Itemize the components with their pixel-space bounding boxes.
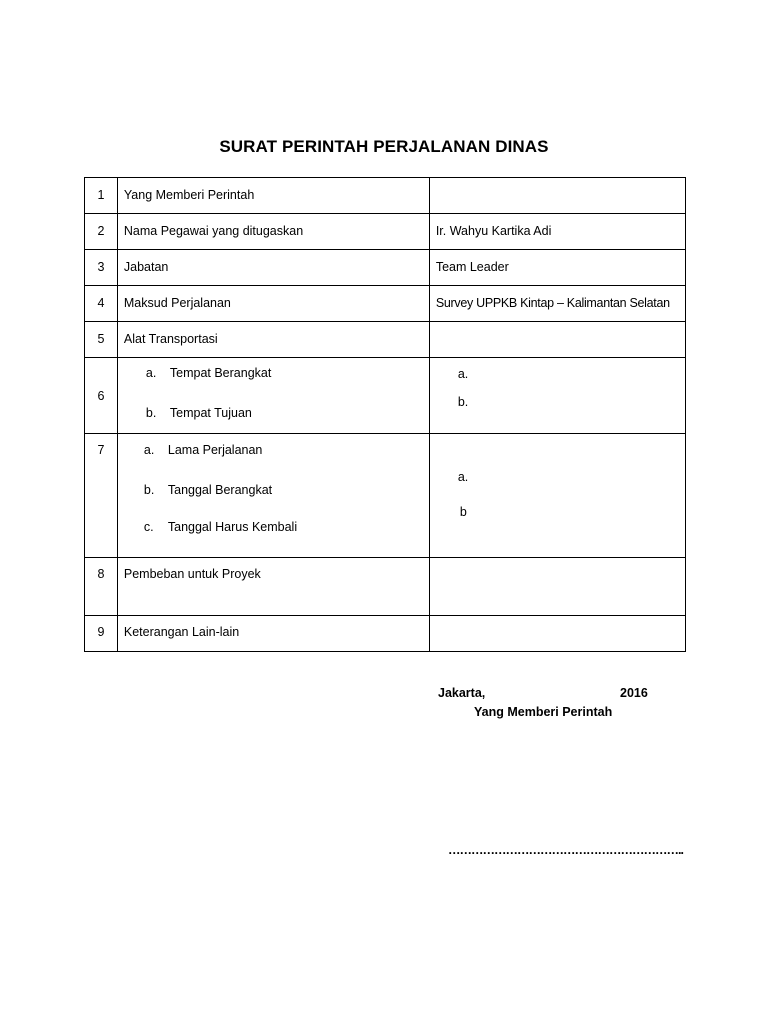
row-number: 3 [85, 250, 118, 286]
table-row [85, 322, 686, 358]
row-number: 8 [85, 558, 118, 616]
row-number: 1 [85, 178, 118, 214]
table-row [85, 558, 686, 616]
place-label: Jakarta, [438, 686, 486, 700]
row-value: Ir. Wahyu Kartika Adi [435, 224, 552, 238]
row-number: 9 [85, 616, 118, 652]
list-marker: c. [143, 520, 154, 534]
list-marker: a. [143, 443, 155, 457]
row-label: Maksud Perjalanan [123, 296, 231, 310]
row-number: 2 [85, 214, 118, 250]
row-label: Nama Pegawai yang ditugaskan [123, 224, 304, 238]
list-marker: a. [145, 366, 157, 380]
list-item-text: Tanggal Berangkat [167, 483, 273, 497]
list-item [146, 366, 271, 380]
table-row [85, 358, 686, 434]
row-value: b [459, 505, 467, 519]
table-row [85, 178, 686, 214]
list-item-text: Tempat Tujuan [169, 406, 252, 420]
row-number: 5 [85, 322, 118, 358]
table-row [85, 250, 686, 286]
row-value: b. [457, 395, 469, 409]
table-row [85, 434, 686, 558]
signature-line: …………………………………………………….. [448, 843, 683, 857]
row-label: Yang Memberi Perintah [123, 188, 255, 202]
table-row [85, 286, 686, 322]
list-item-text: Tempat Berangkat [169, 366, 272, 380]
row-value: Team Leader [435, 260, 509, 274]
row-label: Keterangan Lain-lain [123, 625, 240, 639]
signer-role: Yang Memberi Perintah [474, 705, 613, 719]
list-item [144, 443, 263, 457]
table-row [85, 616, 686, 652]
year-label: 2016 [620, 686, 648, 700]
list-item [144, 520, 297, 534]
row-label: Pembeban untuk Proyek [123, 567, 261, 581]
travel-order-table [84, 177, 686, 652]
table-row [85, 214, 686, 250]
list-item [144, 483, 272, 497]
list-item [146, 406, 252, 420]
row-number: 7 [85, 434, 118, 558]
row-value: Survey UPPKB Kintap – Kalimantan Selatan [435, 296, 670, 310]
list-marker: b. [145, 406, 157, 420]
row-value: a. [457, 470, 469, 484]
row-value: a. [457, 367, 469, 381]
list-item-text: Tanggal Harus Kembali [167, 520, 298, 534]
list-marker: b. [143, 483, 155, 497]
list-item-text: Lama Perjalanan [167, 443, 263, 457]
row-label: Alat Transportasi [123, 332, 218, 346]
row-number: 4 [85, 286, 118, 322]
row-number: 6 [85, 358, 118, 434]
page-title: SURAT PERINTAH PERJALANAN DINAS [219, 137, 549, 156]
row-label: Jabatan [123, 260, 169, 274]
